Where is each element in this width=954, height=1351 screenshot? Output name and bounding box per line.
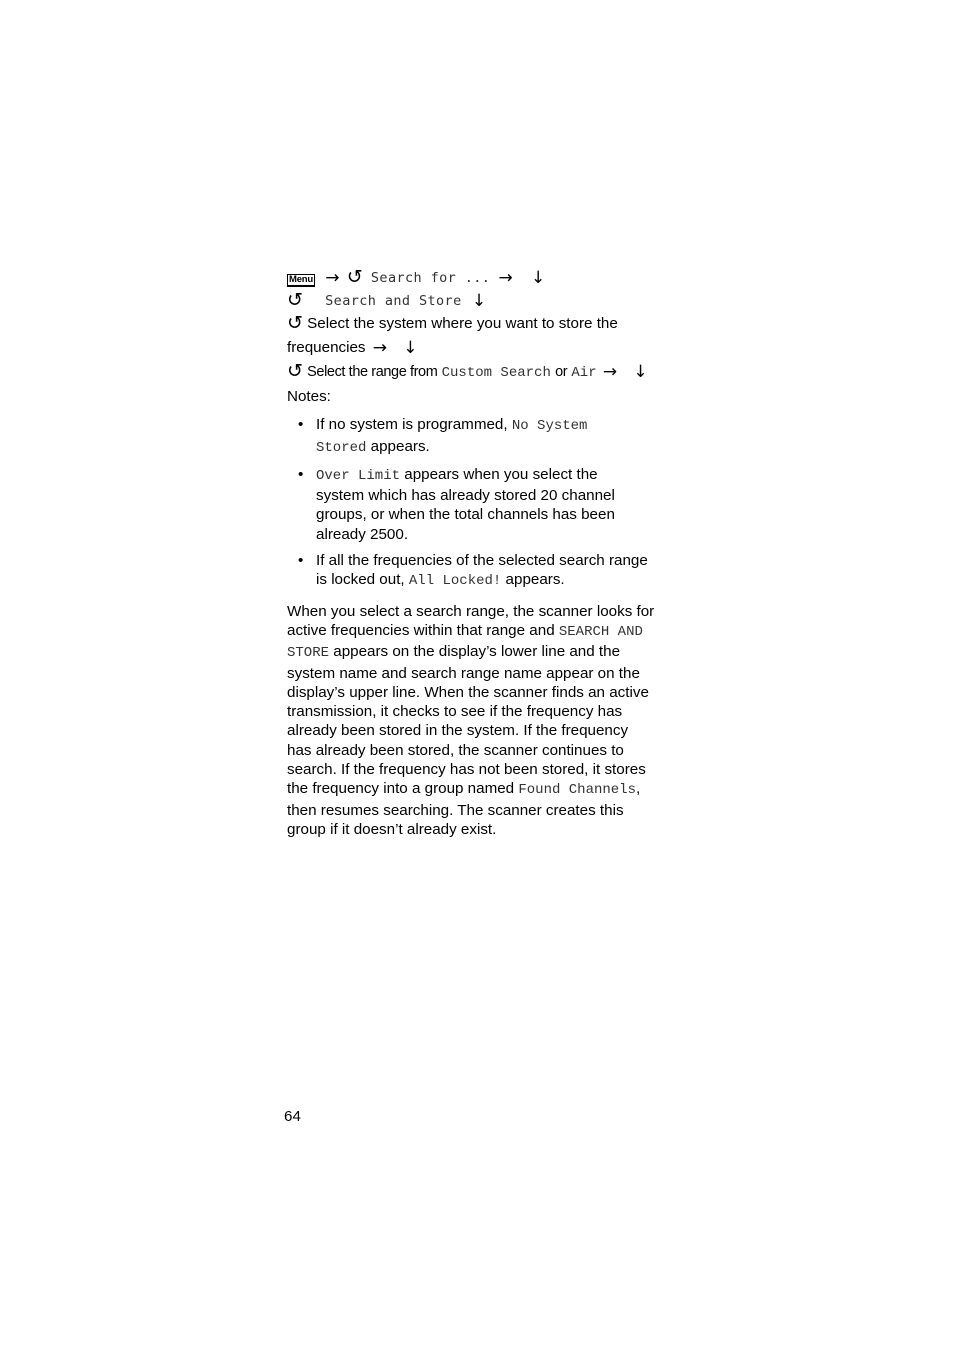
note-text: is locked out, (316, 571, 405, 589)
step-3 (287, 312, 671, 336)
rotate-knob-icon: ↺ (287, 289, 303, 311)
paragraph-line: search. If the frequency has not been stored, it stores (287, 761, 646, 779)
option-air: Air (571, 365, 597, 381)
step-4 (287, 360, 671, 385)
display-text: STORE (287, 645, 330, 662)
manual-page-body (287, 266, 671, 839)
paragraph-line: then resumes searching. The scanner creates this (287, 801, 624, 819)
paragraph-line: already been stored in the system. If the frequency (287, 722, 629, 740)
step-3-text-cont: frequencies (287, 339, 366, 356)
rotate-knob-icon: ↺ (287, 360, 303, 382)
display-text: All Locked! (408, 573, 502, 590)
notes-list (287, 415, 671, 591)
arrow-down-icon: ↓ (403, 338, 418, 358)
step-4-or: or (555, 364, 568, 380)
step-3-cont (287, 336, 671, 360)
step-3-text: Select the system where you want to store the (307, 315, 618, 332)
page-number: 64 (284, 1108, 301, 1125)
bullet-icon: • (298, 416, 304, 434)
note-text: appears when you select the (404, 465, 598, 483)
arrow-down-icon: ↓ (471, 291, 487, 311)
bullet-icon: • (298, 552, 304, 570)
step-1 (287, 266, 671, 288)
description-paragraph (287, 602, 671, 840)
list-item (287, 465, 671, 544)
paragraph-line: When you select a search range, the scanner looks for (287, 602, 655, 620)
display-text: Over Limit (316, 467, 401, 484)
paragraph-line: display’s upper line. When the scanner finds an active (287, 683, 649, 701)
arrow-down-icon: ↓ (531, 268, 546, 288)
note-text: system which has already stored 20 channel (316, 487, 615, 505)
note-text: groups, or when the total channels has been (316, 506, 615, 524)
arrow-right-icon: → (325, 268, 340, 288)
bullet-icon: • (298, 465, 304, 483)
display-text-search-and-store: Search and Store (325, 293, 462, 309)
note-text: If all the frequencies of the selected search range (316, 552, 648, 570)
note-text: If no system is programmed, (316, 416, 508, 434)
step-2 (287, 288, 671, 312)
display-text: Stored (316, 439, 367, 456)
note-text: already 2500. (316, 525, 409, 543)
display-text: SEARCH AND (558, 623, 643, 640)
rotate-knob-icon: ↺ (287, 312, 303, 334)
step-4-text: Select the range from (307, 364, 438, 380)
paragraph-line: active frequencies within that range and (287, 621, 555, 639)
display-text-search-for: Search for ... (370, 270, 491, 286)
list-item (287, 415, 671, 458)
arrow-right-icon: → (498, 268, 513, 288)
paragraph-line: has already been stored, the scanner continues to (287, 741, 624, 759)
paragraph-line: transmission, it checks to see if the frequency has (287, 703, 623, 721)
menu-key-icon: Menu (289, 274, 314, 285)
notes-title: Notes: (287, 388, 331, 405)
display-text: Found Channels (518, 782, 636, 799)
paragraph-line: appears on the display’s lower line and the (333, 643, 621, 661)
paragraph-line: system name and search range name appear on the (287, 664, 640, 682)
paragraph-line: the frequency into a group named (287, 780, 515, 798)
rotate-knob-icon: ↺ (346, 266, 363, 288)
arrow-right-icon: → (372, 338, 388, 358)
note-text: appears. (505, 571, 565, 589)
list-item (287, 551, 671, 592)
paragraph-line: group if it doesn’t already exist. (287, 820, 497, 838)
arrow-down-icon: ↓ (633, 362, 648, 382)
note-text: appears. (370, 437, 430, 455)
paragraph-line: , (635, 780, 641, 798)
arrow-right-icon: → (602, 362, 618, 382)
option-custom-search: Custom Search (441, 365, 551, 381)
display-text: No System (511, 418, 588, 435)
